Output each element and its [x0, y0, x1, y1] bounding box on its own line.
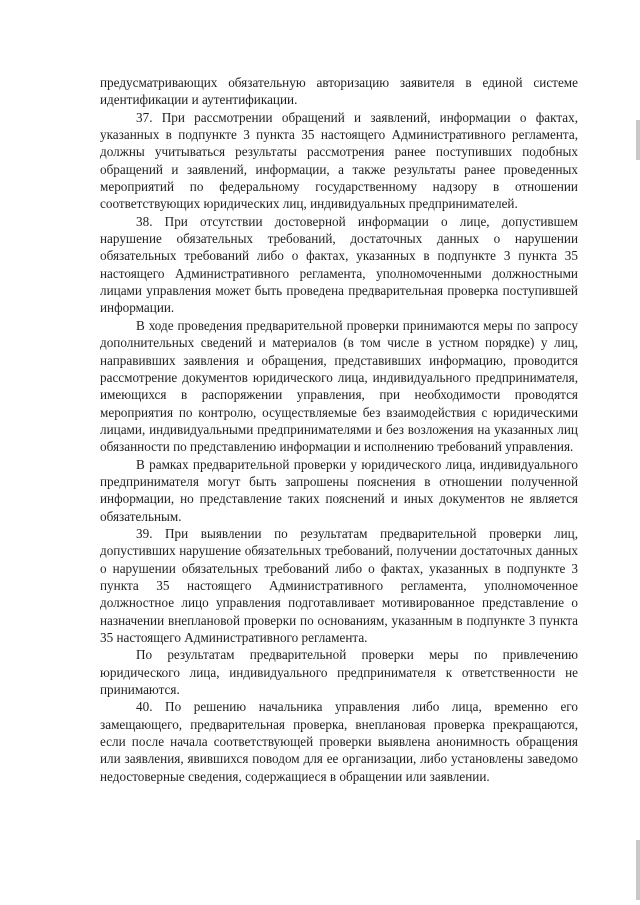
paragraph-40: 40. По решению начальника управления либо лица, временно его замещающего, предварительная проверка, внеплановая проверка прекращаются, если после начала соответствующей проверки выявлена анонимность обращения или заявления, явившихся поводом для ее организации, либо установлены заведомо недостоверные сведения, содержащиеся в обращении или заявлении. [100, 699, 578, 784]
document-body [100, 74, 578, 785]
paragraph-37: 37. При рассмотрении обращений и заявлений, информации о фактах, указанных в подпункте 3 пункта 35 настоящего Административного регламента, должны учитываться результаты рассмотрения ранее поступивших подобных обращений и заявлений, информации, а также результаты ранее проведенных мероприятий по федеральному государственному надзору в отношении соответствующих юридических лиц, индивидуальных предпринимателей. [100, 109, 578, 212]
scan-edge-shadow [636, 120, 640, 160]
paragraph-39: 39. При выявлении по результатам предварительной проверки лиц, допустивших нарушение обязательных требований, получении достаточных данных о нарушении обязательных требований либо о фактах, указанных в подпункте 3 пункта 35 настоящего Административного регламента, уполномоченное должностное лицо управления подготавливает мотивированное представление о назначении внеплановой проверки по основаниям, указанным в подпункте 3 пункта 35 настоящего Административного регламента. [100, 525, 578, 645]
paragraph-explanations-request: В рамках предварительной проверки у юридического лица, индивидуального предпринимателя могут быть запрошены пояснения в отношении полученной информации, но представление таких пояснений и иных документов не является обязательным. [100, 456, 578, 524]
paragraph-preliminary-check-measures: В ходе проведения предварительной проверки принимаются меры по запросу дополнительных сведений и материалов (в том числе в устном порядке) у лиц, направивших заявления и обращения, представивших информацию, проводится рассмотрение документов юридического лица, индивидуального предпринимателя, имеющихся в распоряжении управления, при необходимости проводятся мероприятия по контролю, осуществляемые без взаимодействия с юридическими лицами, индивидуальными предпринимателями и без возложения на указанных лиц обязанности по представлению информации и исполнению требований управления. [100, 317, 578, 455]
paragraph-continuation: предусматривающих обязательную авторизацию заявителя в единой системе идентификации и аутентификации. [100, 75, 578, 108]
paragraph-38: 38. При отсутствии достоверной информации о лице, допустившем нарушение обязательных требований, достаточных данных о нарушении обязательных требований либо о фактах, указанных в подпункте 3 пункта 35 настоящего Административного регламента, уполномоченными должностными лицами управления может быть проведена предварительная проверка поступившей информации. [100, 213, 578, 316]
paragraph-no-liability-measures: По результатам предварительной проверки меры по привлечению юридического лица, индивидуального предпринимателя к ответственности не принимаются. [100, 647, 578, 698]
scan-edge-shadow [636, 840, 640, 900]
